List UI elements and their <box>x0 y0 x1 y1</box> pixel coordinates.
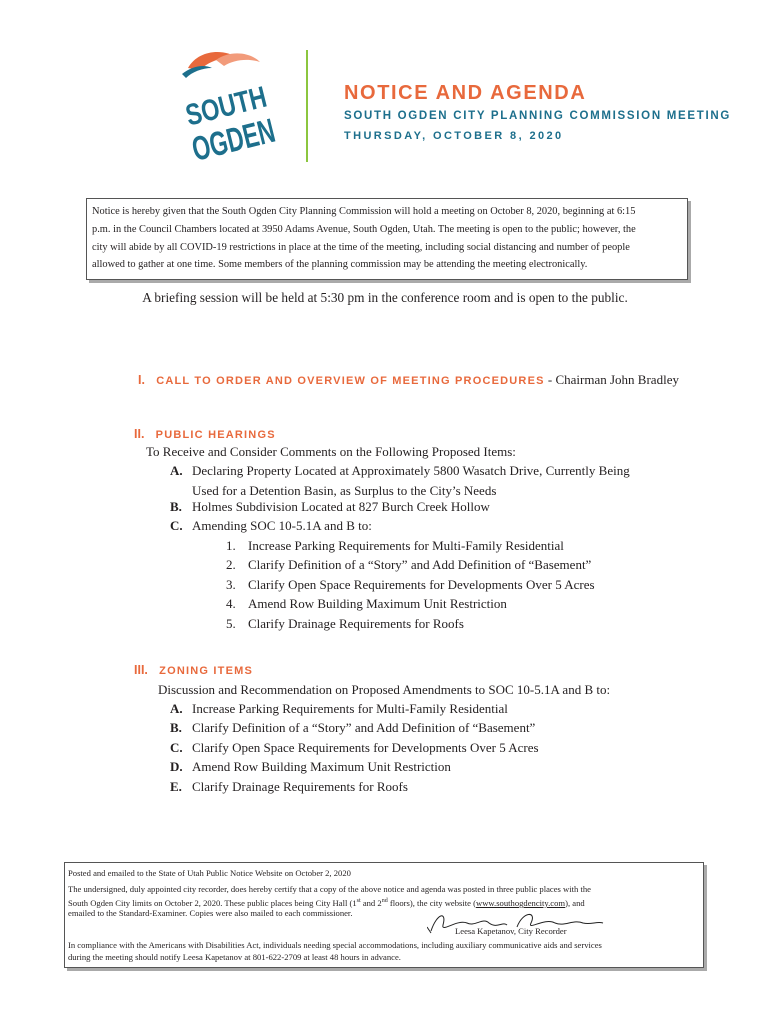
item-text: Amending SOC 10-5.1A and B to: <box>192 518 372 533</box>
item-label: A. <box>170 463 183 478</box>
meeting-date: THURSDAY, OCTOBER 8, 2020 <box>344 130 564 142</box>
item-label: C. <box>170 740 183 755</box>
item-text: Clarify Drainage Requirements for Roofs <box>192 779 408 794</box>
superscript: nd <box>381 898 388 904</box>
section-number: II. <box>134 427 145 441</box>
section-2-header <box>134 426 276 442</box>
agenda-item <box>170 720 535 736</box>
signer-name: Leesa Kapetanov, City Recorder <box>455 926 567 936</box>
item-text: Declaring Property Located at Approximately 5800 Wasatch Drive, Currently Being <box>192 463 630 478</box>
agenda-item <box>170 463 630 479</box>
certification-box <box>64 862 704 968</box>
certification-line: The undersigned, duly appointed city recorder, does hereby certify that a copy of the above notice and agenda was posted in three public places with the <box>68 884 591 894</box>
section-heading: ZONING ITEMS <box>159 665 254 677</box>
agenda-item <box>170 499 490 515</box>
subitem-label: 1. <box>226 538 236 553</box>
subitem-text: Clarify Definition of a “Story” and Add Definition of “Basement” <box>248 557 592 572</box>
posted-note: Posted and emailed to the State of Utah Public Notice Website on October 2, 2020 <box>68 868 351 878</box>
agenda-subitem <box>226 557 591 573</box>
subitem-text: Clarify Open Space Requirements for Developments Over 5 Acres <box>248 577 595 592</box>
agenda-item <box>170 779 408 795</box>
agenda-item <box>170 518 372 534</box>
subitem-label: 4. <box>226 596 236 611</box>
agenda-subitem <box>226 577 595 593</box>
superscript: st <box>356 898 361 904</box>
ada-notice: during the meeting should notify Leesa Kapetanov at 801-622-2709 at least 48 hours in advance. <box>68 952 401 962</box>
item-text-continued: Used for a Detention Basin, as Surplus to the City’s Needs <box>192 483 497 498</box>
item-text: Amend Row Building Maximum Unit Restriction <box>192 759 451 774</box>
svg-text:OGDEN: OGDEN <box>188 101 278 169</box>
item-label: B. <box>170 720 182 735</box>
section-1 <box>138 372 679 388</box>
subitem-text: Amend Row Building Maximum Unit Restriction <box>248 596 507 611</box>
agenda-subitem <box>226 596 507 612</box>
item-label: B. <box>170 499 182 514</box>
item-label: E. <box>170 779 182 794</box>
item-label: A. <box>170 701 183 716</box>
notice-line: Notice is hereby given that the South Ogden City Planning Commission will hold a meeting on October 8, 2020, beginning at 6:15 <box>92 206 636 217</box>
cert-text: ), and <box>565 897 585 908</box>
agenda-item <box>170 759 451 775</box>
subitem-text: Increase Parking Requirements for Multi-Family Residential <box>248 538 564 553</box>
cert-text: and 2 <box>360 897 382 908</box>
agenda-item <box>170 701 508 717</box>
cert-text: South Ogden City limits on October 2, 2020. These public places being City Hall (1 <box>68 897 357 908</box>
header-divider <box>306 50 308 162</box>
item-text: Holmes Subdivision Located at 827 Burch Creek Hollow <box>192 499 490 514</box>
notice-line: allowed to gather at one time. Some members of the planning commission may be attending the meeting electronically. <box>92 259 588 271</box>
notice-box <box>86 198 688 280</box>
city-website-link[interactable]: www.southogdencity.com <box>476 897 566 908</box>
item-label: C. <box>170 518 183 533</box>
subitem-label: 5. <box>226 616 236 631</box>
agenda-subitem <box>226 538 564 554</box>
item-text: Increase Parking Requirements for Multi-Family Residential <box>192 701 508 716</box>
briefing-note: A briefing session will be held at 5:30 pm in the conference room and is open to the public. <box>142 290 628 305</box>
south-ogden-logo <box>178 48 278 170</box>
logo-graphic <box>178 48 278 170</box>
section-intro: To Receive and Consider Comments on the Following Proposed Items: <box>146 444 516 459</box>
ada-notice: In compliance with the Americans with Disabilities Act, individuals needing special accommodations, including auxiliary communicative aids and services <box>68 940 602 950</box>
subitem-text: Clarify Drainage Requirements for Roofs <box>248 616 464 631</box>
svg-text:SOUTH: SOUTH <box>182 75 278 133</box>
notice-line: p.m. in the Council Chambers located at 3950 Adams Avenue, South Ogden, Utah. The meeting is open to the public; however, the <box>92 223 636 235</box>
item-text: Clarify Open Space Requirements for Developments Over 5 Acres <box>192 740 539 755</box>
meeting-subtitle: SOUTH OGDEN CITY PLANNING COMMISSION MEETING <box>344 110 732 122</box>
agenda-subitem <box>226 616 464 632</box>
section-heading: CALL TO ORDER AND OVERVIEW OF MEETING PROCEDURES <box>156 375 545 387</box>
cert-text: floors), the city website ( <box>387 897 476 908</box>
subitem-label: 2. <box>226 557 236 572</box>
page-title: NOTICE AND AGENDA <box>344 82 587 104</box>
item-label: D. <box>170 759 183 774</box>
section-3-header <box>134 662 253 678</box>
item-text: Clarify Definition of a “Story” and Add Definition of “Basement” <box>192 720 536 735</box>
notice-line: city will abide by all COVID-19 restrictions in place at the time of the meeting, including social distancing and number of people <box>92 241 630 253</box>
subitem-label: 3. <box>226 577 236 592</box>
agenda-item <box>170 740 539 756</box>
section-intro: Discussion and Recommendation on Proposed Amendments to SOC 10-5.1A and B to: <box>158 682 611 697</box>
section-presenter: - Chairman John Bradley <box>544 372 679 387</box>
section-number: III. <box>134 663 148 677</box>
section-number: I. <box>138 373 145 387</box>
certification-line: emailed to the Standard-Examiner. Copies were also mailed to each commissioner. <box>68 908 353 918</box>
section-heading: PUBLIC HEARINGS <box>155 429 276 441</box>
